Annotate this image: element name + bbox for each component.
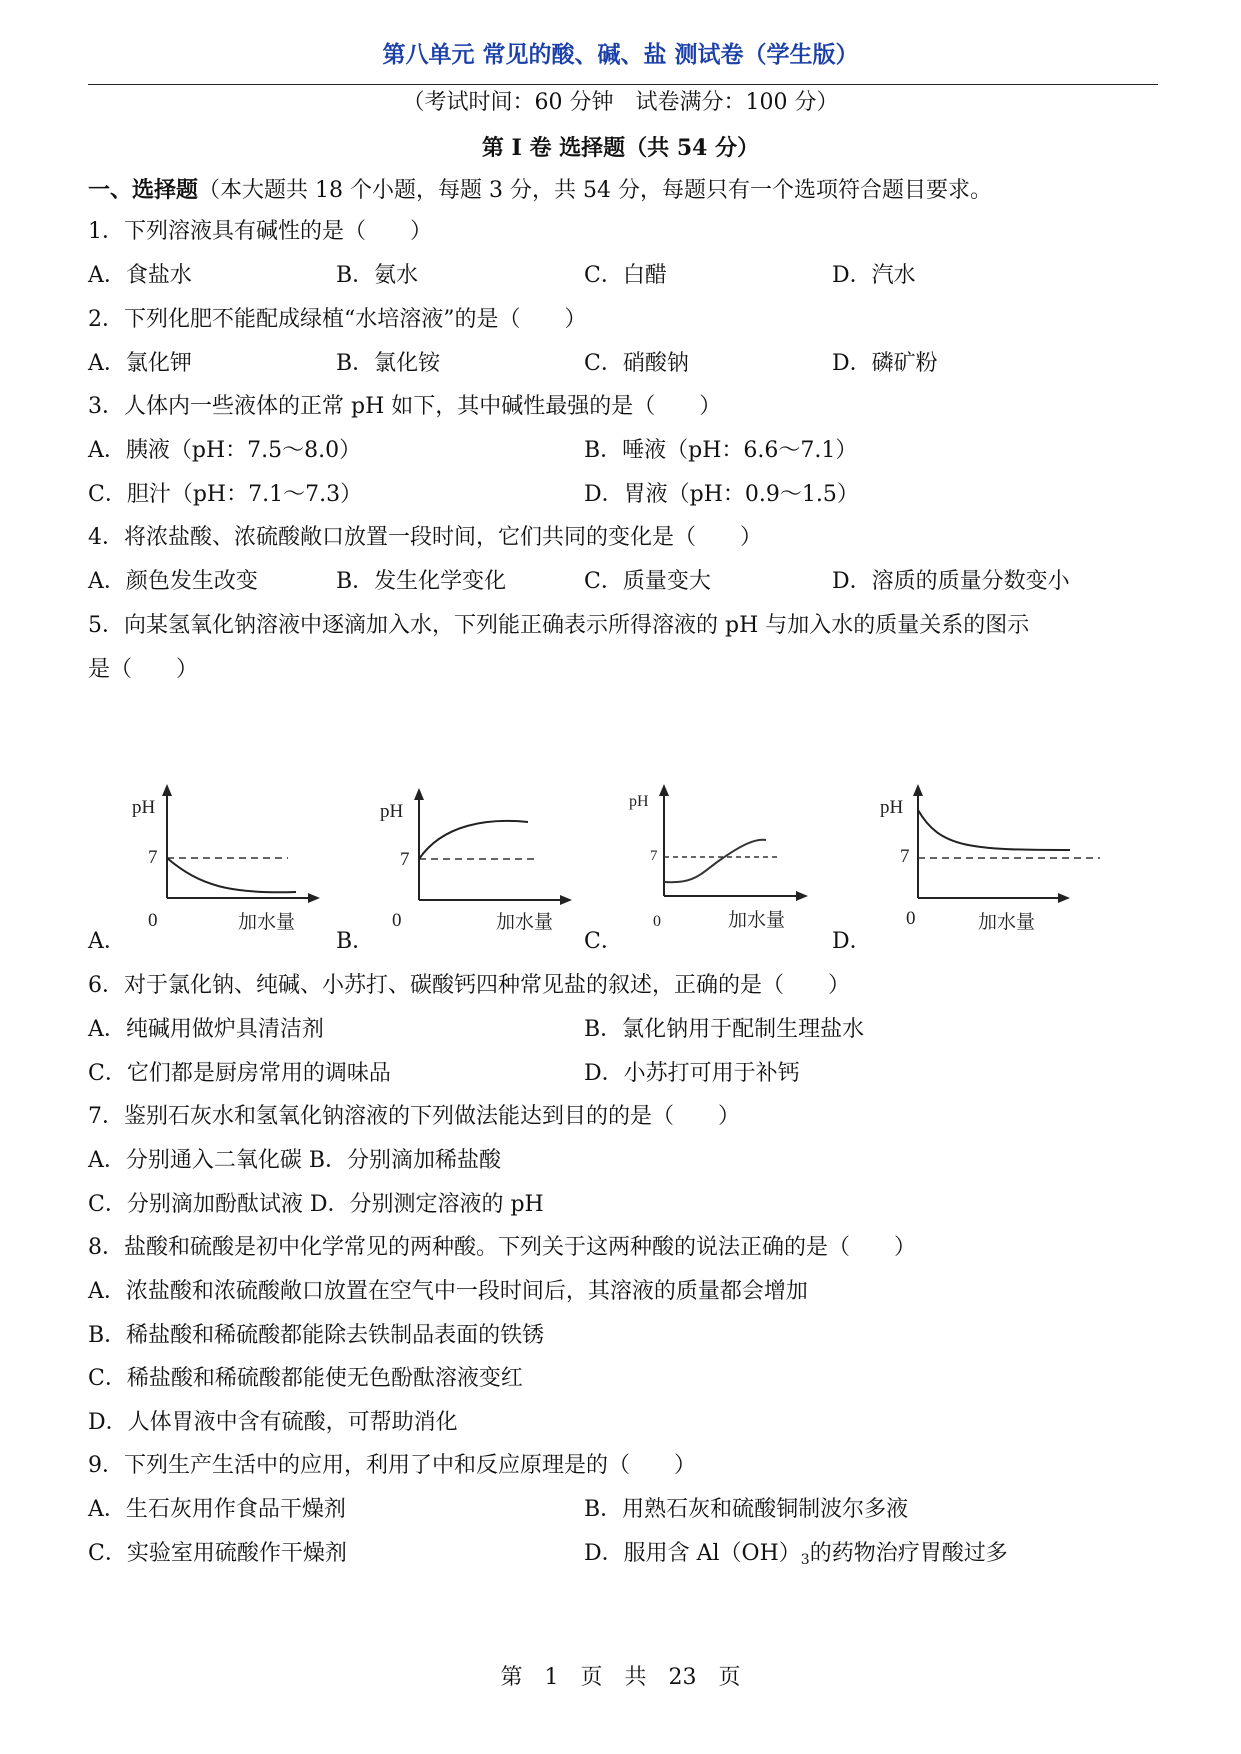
question-7-stem: 7．鉴别石灰水和氢氧化钠溶液的下列做法能达到目的的是（ ）	[88, 1104, 740, 1129]
graph-b-ylabel: pH	[380, 801, 404, 822]
question-2-stem: 2．下列化肥不能配成绿植“水培溶液”的是（ ）	[88, 307, 587, 332]
q5-graph-d	[870, 780, 1110, 954]
q5-graph-a	[120, 780, 330, 954]
graph-d-ref: 7	[900, 846, 910, 867]
section-label: 一、选择题	[88, 177, 199, 203]
q5-option-d: D．	[832, 929, 872, 954]
question-6-stem: 6．对于氯化钠、纯碱、小苏打、碳酸钙四种常见盐的叙述，正确的是（ ）	[88, 973, 850, 998]
graph-c-origin: 0	[653, 913, 661, 930]
q9-option-b: B．用熟石灰和硫酸铜制波尔多液	[584, 1497, 909, 1522]
q5-option-a: A．	[88, 929, 126, 954]
graph-c-xlabel: 加水量	[728, 909, 786, 931]
q6-option-b: B．氯化钠用于配制生理盐水	[584, 1017, 865, 1042]
y-axis-arrow-icon	[659, 784, 669, 796]
q1-option-b: B．氨水	[336, 263, 419, 288]
q4-option-c: C．质量变大	[584, 569, 711, 594]
q3-option-a: A．胰液（pH：7.5～8.0）	[88, 438, 362, 463]
q6-option-a: A．纯碱用做炉具清洁剂	[88, 1017, 324, 1042]
section-heading	[88, 175, 992, 206]
q7-options-ab: A．分别通入二氧化碳 B．分别滴加稀盐酸	[88, 1148, 502, 1173]
graph-d-xlabel: 加水量	[978, 911, 1036, 933]
exam-info: （考试时间：60 分钟 试卷满分：100 分）	[402, 90, 839, 115]
q9-option-d-pre: D．服用含 Al（OH）	[584, 1541, 801, 1566]
graph-d-ylabel: pH	[880, 797, 904, 818]
q2-option-a: A．氯化钾	[88, 351, 192, 376]
graph-a-ylabel: pH	[132, 797, 156, 818]
q9-option-d-sub: 3	[800, 1552, 810, 1568]
section-desc: （本大题共 18 个小题，每题 3 分，共 54 分，每题只有一个选项符合题目要求。	[198, 178, 992, 203]
part-title: 第 I 卷 选择题（共 54 分）	[481, 135, 760, 161]
q4-option-b: B．发生化学变化	[336, 569, 507, 594]
page-header-title: 第八单元 常见的酸、碱、盐 测试卷（学生版）	[382, 42, 859, 68]
q5-option-c: C．	[584, 929, 623, 954]
q1-option-c: C．白醋	[584, 263, 667, 288]
q2-option-b: B．氯化铵	[336, 351, 441, 376]
x-axis-arrow-icon	[1058, 893, 1070, 903]
q9-option-a: A．生石灰用作食品干燥剂	[88, 1497, 346, 1522]
x-axis-arrow-icon	[560, 895, 572, 905]
q2-option-d: D．磷矿粉	[832, 351, 938, 376]
graph-a-origin: 0	[148, 910, 158, 931]
q5-option-b: B．	[336, 929, 375, 954]
graph-b-ref: 7	[400, 849, 410, 870]
q8-option-c: C．稀盐酸和稀硫酸都能使无色酚酞溶液变红	[88, 1366, 523, 1391]
y-axis-arrow-icon	[414, 788, 424, 800]
graph-b-xlabel: 加水量	[496, 911, 554, 933]
q7-options-cd: C．分别滴加酚酞试液 D．分别测定溶液的 pH	[88, 1192, 544, 1217]
question-5-stem: 5．向某氢氧化钠溶液中逐滴加入水，下列能正确表示所得溶液的 pH 与加入水的质量关系的图示	[88, 613, 1030, 638]
graph-c-ref: 7	[650, 848, 658, 864]
q4-option-a: A．颜色发生改变	[88, 569, 258, 594]
q6-option-c: C．它们都是厨房常用的调味品	[88, 1061, 391, 1086]
graph-c-ylabel: pH	[629, 793, 649, 810]
q3-option-d: D．胃液（pH：0.9～1.5）	[584, 482, 859, 507]
q3-option-b: B．唾液（pH：6.6～7.1）	[584, 438, 858, 463]
q9-option-d-post: 的药物治疗胃酸过多	[809, 1541, 1008, 1566]
question-8-stem: 8．盐酸和硫酸是初中化学常见的两种酸。下列关于这两种酸的说法正确的是（ ）	[88, 1235, 916, 1260]
question-1-stem: 1．下列溶液具有碱性的是（ ）	[88, 219, 432, 244]
question-3-stem: 3．人体内一些液体的正常 pH 如下，其中碱性最强的是（ ）	[88, 394, 722, 419]
graph-b-origin: 0	[392, 910, 402, 931]
q6-option-d: D．小苏打可用于补钙	[584, 1061, 800, 1086]
x-axis-arrow-icon	[308, 893, 320, 903]
q8-option-b: B．稀盐酸和稀硫酸都能除去铁制品表面的铁锈	[88, 1323, 545, 1348]
graph-a-xlabel: 加水量	[238, 911, 296, 933]
q5-graph-b	[368, 784, 578, 958]
q8-option-a: A．浓盐酸和浓硫酸敞口放置在空气中一段时间后，其溶液的质量都会增加	[88, 1279, 808, 1304]
q1-option-a: A．食盐水	[88, 263, 192, 288]
page-footer: 第 1 页 共 23 页	[500, 1665, 741, 1690]
question-9-stem: 9．下列生产生活中的应用，利用了中和反应原理是的（ ）	[88, 1453, 696, 1478]
x-axis-arrow-icon	[796, 891, 808, 901]
graph-a-ref: 7	[148, 847, 158, 868]
q1-option-d: D．汽水	[832, 263, 916, 288]
question-4-stem: 4．将浓盐酸、浓硫酸敞口放置一段时间，它们共同的变化是（ ）	[88, 525, 762, 550]
header-divider	[88, 84, 1158, 85]
q5-graph-c	[620, 780, 830, 954]
q2-option-c: C．硝酸钠	[584, 351, 689, 376]
q9-option-c: C．实验室用硫酸作干燥剂	[88, 1541, 347, 1566]
q3-option-c: C．胆汁（pH：7.1～7.3）	[88, 482, 363, 507]
question-5-stem-cont: 是（ ）	[88, 657, 199, 682]
y-axis-arrow-icon	[162, 784, 172, 796]
q4-option-d: D．溶质的质量分数变小	[832, 569, 1070, 594]
q9-option-d	[584, 1539, 1008, 1575]
graph-d-origin: 0	[906, 908, 916, 929]
q8-option-d: D．人体胃液中含有硫酸，可帮助消化	[88, 1410, 458, 1435]
y-axis-arrow-icon	[913, 784, 923, 796]
